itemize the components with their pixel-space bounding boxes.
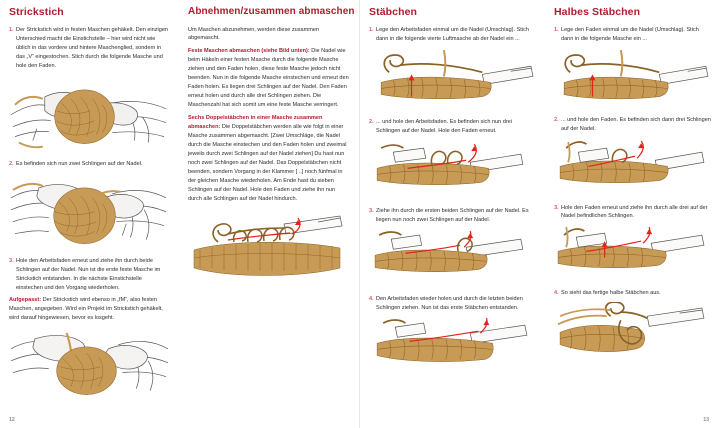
step-number: 1. (369, 27, 374, 34)
heading-strickstich: Strickstich (9, 6, 64, 18)
staebchen-drei-schlingen-illustration (369, 140, 536, 201)
right-page (360, 0, 720, 428)
note-lead: Aufgepasst: (9, 296, 42, 303)
halbes-staebchen-umschlag-illustration (554, 48, 711, 109)
step-text: So sieht das fertige halbe Stäbchen aus. (561, 290, 661, 297)
note-text: Die Nadel wie beim Häkeln einer festen Masche durch die folgende Masche ziehen und den Faden holen, diese feste Masche jedoch nicht beenden. Nun in die folgende Masche einstechen und erneut den Faden holen. Es liegen drei Schlingen auf der Nadel. Den Faden erneut holen und durch alle drei Schlingen ziehen. Die Maschenzahl hat sich somit um eine feste Masche verringert. (188, 48, 349, 109)
step-item (9, 26, 170, 71)
abmaschen-doppelstaebchen-illustration (188, 208, 350, 286)
staebchen-zwei-schlingen-illustration (369, 229, 536, 288)
page-number-left: 12 (9, 417, 15, 423)
heading-halbes-staebchen: Halbes Stäbchen (554, 6, 641, 18)
staebchen-umschlag-illustration (369, 48, 536, 111)
halbes-staebchen-fertig-illustration (554, 302, 711, 365)
step-number: 2. (554, 116, 559, 123)
step-item (369, 118, 536, 136)
step-text: Hole den Faden erneut und ziehe ihn durch alle drei auf der Nadel befindlichen Schlingen. (561, 204, 708, 220)
column-halbes-staebchen (545, 0, 720, 428)
note-lead: Sechs Doppelstäbchen in einer Masche zusammen abmaschen: (188, 115, 323, 131)
page-number-right: 13 (703, 417, 709, 423)
step-number: 3. (9, 258, 14, 264)
strickstich-einstich-illustration (9, 75, 170, 153)
heading-abnehmen: Abnehmen/zusammen abmaschen (188, 6, 355, 17)
step-item (369, 207, 536, 225)
strickstich-fertig-illustration (9, 327, 170, 399)
step-text: Lege den Faden einmal um die Nadel (Umschlag). Stich dann in die folgende Masche ein ... (561, 27, 699, 43)
step-text: Den Arbeitsfaden wieder holen und durch die letzten beiden Schlingen ziehen. Nun ist das erste Stäbchen entstanden. (376, 296, 523, 312)
step-text: Der Strickstich wird in festen Maschen gehäkelt. Den einzigen Unterschied macht die Einstichstelle – hier wird nicht wie üblich in das vordere und hintere Maschenglied, sondern in das „V“ eingestochen. Stich durch die folgende Masche und hole den Faden. (16, 27, 168, 69)
step-item (554, 116, 711, 134)
step-text: ... und hole den Faden. Es befinden sich dann drei Schlingen auf der Nadel. (561, 116, 711, 132)
step-item (554, 289, 711, 298)
column-strickstich (0, 0, 179, 428)
step-number: 1. (554, 27, 559, 34)
step-text: ... und hole den Arbeitsfaden. Es befinden sich nun drei Schlingen auf der Nadel. Hole den Faden erneut. (376, 118, 512, 134)
step-item (369, 295, 536, 313)
step-number: 4. (369, 296, 374, 303)
step-item (554, 204, 711, 222)
step-text: Hole den Arbeitsfaden erneut und ziehe ihn durch beide Schlingen auf der Nadel. Nun ist die erste feste Masche im Strickstich entstanden. In die nächste Einstichstelle einstechen und den Vorgang wiederholen. (16, 258, 161, 291)
step-item (9, 257, 170, 293)
step-number: 3. (369, 208, 374, 215)
step-number: 1. (9, 27, 14, 34)
note-text: Der Strickstich wird ebenso in „fM“, also festen Maschen, angegeben. Wird ein Projekt im Strickstich gehäkelt, wird darauf hingewiesen, bevor es losgeht. (9, 296, 163, 321)
step-number: 2. (9, 160, 14, 167)
note-text: Die Doppelstäbchen werden alle wie folgt in einer Masche zusammen abgemascht. [Zwei Umschläge, die Nadel durch die Masche einstechen und den Faden holen und zweimal jeweils durch zwei Schlingen auf der Nadel ziehen] Du hast nun noch zwei Schlingen auf der Nadel. Das Doppelstäbchen nicht beenden, sondern Vorgang in der Klammer [ ..] noch fünfmal in der gleichen Masche wiederholen. Am Ende hast du sieben Schlingen auf der Nadel. Hole den Faden und ziehe ihn nun durch alle Schlingen auf der Nadel hindurch. (188, 124, 347, 203)
halbes-staebchen-durchziehen-illustration (554, 225, 711, 282)
heading-staebchen: Stäbchen (369, 6, 418, 18)
strickstich-zwei-schlingen-illustration (9, 172, 170, 250)
step-text: Ziehe ihn durch die ersten beiden Schlingen auf der Nadel. Es liegen nun noch zwei Schlingen auf der Nadel. (376, 208, 529, 224)
column-staebchen (360, 0, 545, 428)
note-doppelstaebchen (188, 114, 350, 204)
note-lead: Feste Maschen abmaschen (siehe Bild unten): (188, 48, 310, 55)
note-feste-maschen (188, 47, 350, 110)
step-item (554, 26, 711, 44)
step-number: 3. (554, 204, 559, 211)
note-aufgepasst (9, 296, 170, 323)
step-text: Es befinden sich nun zwei Schlingen auf der Nadel. (16, 160, 143, 167)
step-number: 4. (554, 290, 559, 297)
staebchen-fertig-illustration (369, 317, 536, 376)
step-text: Lege den Arbeitsfaden einmal um die Nadel (Umschlag). Stich dann in die folgende vierte Luftmasche ab der Nadel ein ... (376, 27, 529, 43)
halbes-staebchen-drei-schlingen-illustration (554, 138, 711, 197)
intro-paragraph: Um Maschen abzunehmen, werden diese zusammen abgemascht. (188, 26, 320, 42)
column-abnehmen (179, 0, 359, 428)
step-item (369, 26, 536, 44)
step-number: 2. (369, 118, 374, 125)
step-item (9, 160, 170, 169)
